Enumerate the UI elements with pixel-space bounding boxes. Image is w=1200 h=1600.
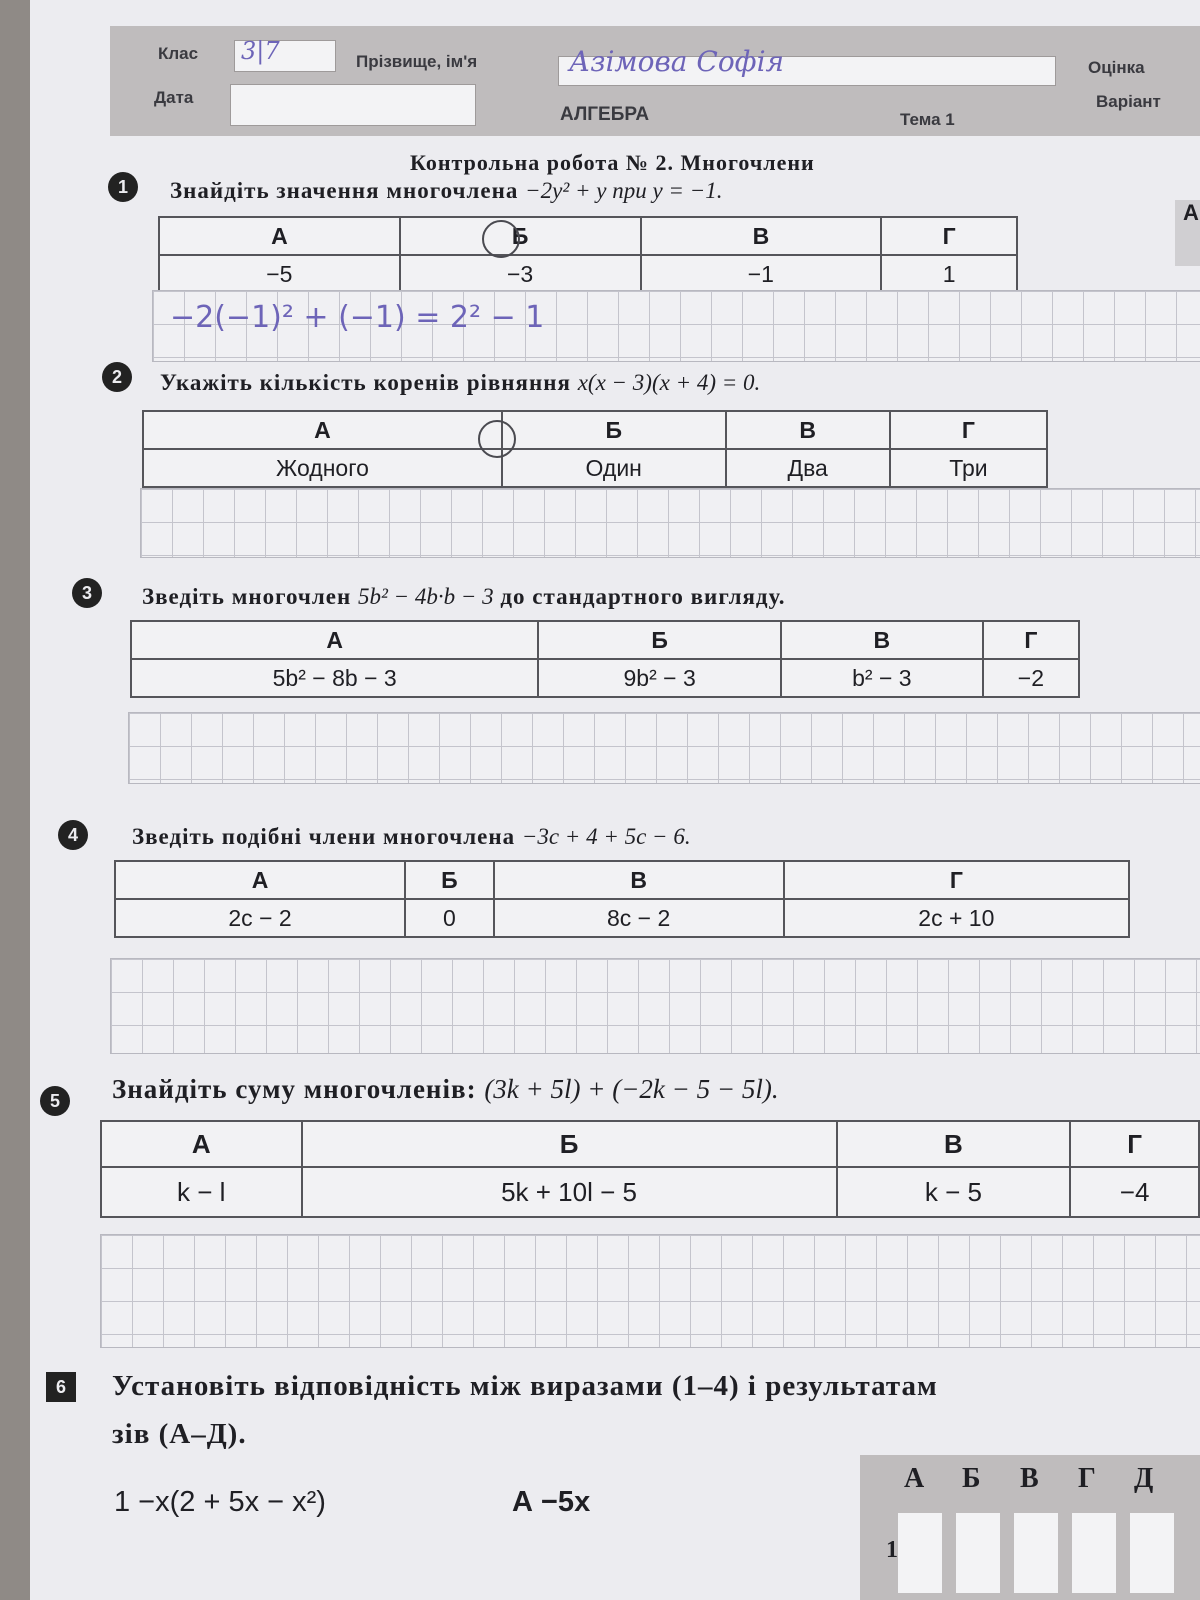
option-letter[interactable]: Б	[405, 861, 494, 899]
option-value: 9b² − 3	[538, 659, 781, 697]
option-letter[interactable]: А	[115, 861, 405, 899]
question-expression: x(x − 3)(x + 4) = 0.	[577, 370, 761, 395]
option-letter[interactable]: В	[837, 1121, 1071, 1167]
name-field[interactable]	[558, 45, 1056, 86]
option-letter[interactable]: В	[781, 621, 983, 659]
option-value: Один	[502, 449, 726, 487]
task-number: 6	[46, 1372, 76, 1402]
option-value: 2c − 2	[115, 899, 405, 937]
option-value: −5	[159, 255, 400, 293]
task-question	[112, 1074, 779, 1105]
option-letter[interactable]: В	[641, 217, 882, 255]
answer-cell[interactable]	[1130, 1513, 1174, 1593]
date-field[interactable]	[230, 84, 476, 126]
option-letter[interactable]: Г	[1070, 1121, 1199, 1167]
question-text: Укажіть кількість коренів рівняння	[160, 370, 571, 395]
task-number: 3	[72, 578, 102, 608]
question-text: Знайдіть значення многочлена	[170, 178, 519, 203]
option-value: k − 5	[837, 1167, 1071, 1217]
scratch-grid[interactable]	[110, 958, 1200, 1054]
option-letter[interactable]: В	[494, 861, 784, 899]
task-question	[132, 824, 691, 850]
question-expression: −2y² + y при y = −1.	[525, 178, 723, 203]
question-text: Зведіть подібні члени многочлена	[132, 824, 516, 849]
date-label: Дата	[154, 88, 194, 107]
worksheet-page	[30, 0, 1200, 1600]
answer-cell[interactable]	[1072, 1513, 1116, 1593]
option-value: Два	[726, 449, 890, 487]
question-expression: −3c + 4 + 5c − 6.	[521, 824, 691, 849]
side-answer-letter: А	[1175, 200, 1200, 266]
answer-options-table	[114, 860, 1130, 938]
option-letter[interactable]: Г	[983, 621, 1079, 659]
task-question	[160, 370, 760, 396]
answer-col-letter: В	[1020, 1463, 1039, 1494]
selected-answer-circle	[478, 420, 516, 458]
page-title: Контрольна робота № 2. Многочлени	[410, 150, 815, 175]
answer-row-number: 1	[886, 1537, 898, 1563]
option-value: −1	[641, 255, 882, 293]
answer-col-letter: Д	[1134, 1463, 1154, 1494]
option-letter[interactable]: Г	[890, 411, 1047, 449]
option-value: Три	[890, 449, 1047, 487]
question-text: Знайдіть суму многочленів:	[112, 1074, 477, 1104]
task-number: 1	[108, 172, 138, 202]
handwritten-calculation: −2(−1)² + (−1) = 2² − 1	[170, 300, 545, 335]
option-letter[interactable]: Г	[881, 217, 1017, 255]
option-letter[interactable]: А	[101, 1121, 302, 1167]
answer-options-table	[100, 1120, 1200, 1218]
task-question	[170, 178, 722, 204]
topic-label: Тема 1	[900, 110, 955, 129]
option-letter[interactable]: В	[726, 411, 890, 449]
option-letter[interactable]: Б	[400, 217, 641, 255]
task-number: 4	[58, 820, 88, 850]
task-question: Установіть відповідність між виразами (1–4) і результатам	[112, 1370, 938, 1402]
name-label: Прізвище, ім'я	[356, 52, 478, 71]
answer-options-table	[158, 216, 1018, 294]
option-value: −2	[983, 659, 1079, 697]
option-letter[interactable]: Б	[302, 1121, 837, 1167]
answer-col-letter: А	[904, 1463, 925, 1494]
option-value: Жодного	[143, 449, 502, 487]
answer-grid	[860, 1455, 1200, 1600]
option-letter[interactable]: Г	[784, 861, 1129, 899]
answer-options-table	[142, 410, 1048, 488]
task-question-continued: зів (А–Д).	[112, 1418, 247, 1450]
answer-col-letter: Б	[962, 1463, 981, 1494]
header-band	[110, 26, 1200, 136]
scratch-grid[interactable]	[140, 488, 1200, 558]
variant-label: Варіант	[1096, 92, 1161, 111]
option-value: 8c − 2	[494, 899, 784, 937]
question-expression: (3k + 5l) + (−2k − 5 − 5l).	[484, 1074, 779, 1104]
task-number: 5	[40, 1086, 70, 1116]
option-value: 0	[405, 899, 494, 937]
option-value: −4	[1070, 1167, 1199, 1217]
option-letter[interactable]: А	[159, 217, 400, 255]
class-label: Клас	[158, 44, 199, 63]
option-value: b² − 3	[781, 659, 983, 697]
answer-col-letter: Г	[1078, 1463, 1096, 1494]
option-letter[interactable]: А	[143, 411, 502, 449]
selected-answer-circle	[482, 220, 520, 258]
task-question	[142, 584, 786, 610]
result-option-a: А −5x	[512, 1486, 591, 1518]
grade-label: Оцінка	[1088, 58, 1145, 77]
question-expression: 5b² − 4b·b − 3	[357, 584, 494, 609]
name-value: Азімова Софія	[569, 45, 785, 78]
answer-options-table	[130, 620, 1080, 698]
option-letter[interactable]: А	[131, 621, 538, 659]
task-number: 2	[102, 362, 132, 392]
question-text: Зведіть многочлен	[142, 584, 352, 609]
answer-cell[interactable]	[956, 1513, 1000, 1593]
option-value: 5k + 10l − 5	[302, 1167, 837, 1217]
option-letter[interactable]: Б	[538, 621, 781, 659]
answer-cell[interactable]	[1014, 1513, 1058, 1593]
subject-label: АЛГЕБРА	[560, 104, 650, 125]
option-value: k − l	[101, 1167, 302, 1217]
scratch-grid[interactable]	[128, 712, 1200, 784]
option-letter[interactable]: Б	[502, 411, 726, 449]
option-value: 2c + 10	[784, 899, 1129, 937]
expression-1: 1 −x(2 + 5x − x²)	[114, 1486, 326, 1518]
scratch-grid[interactable]	[100, 1234, 1200, 1348]
question-text-end: до стандартного вигляду.	[500, 584, 786, 609]
option-value: 5b² − 8b − 3	[131, 659, 538, 697]
answer-cell[interactable]	[898, 1513, 942, 1593]
option-value: 1	[881, 255, 1017, 293]
class-value: 3|7	[241, 37, 280, 65]
option-value: −3	[400, 255, 641, 293]
class-field[interactable]	[234, 37, 336, 72]
